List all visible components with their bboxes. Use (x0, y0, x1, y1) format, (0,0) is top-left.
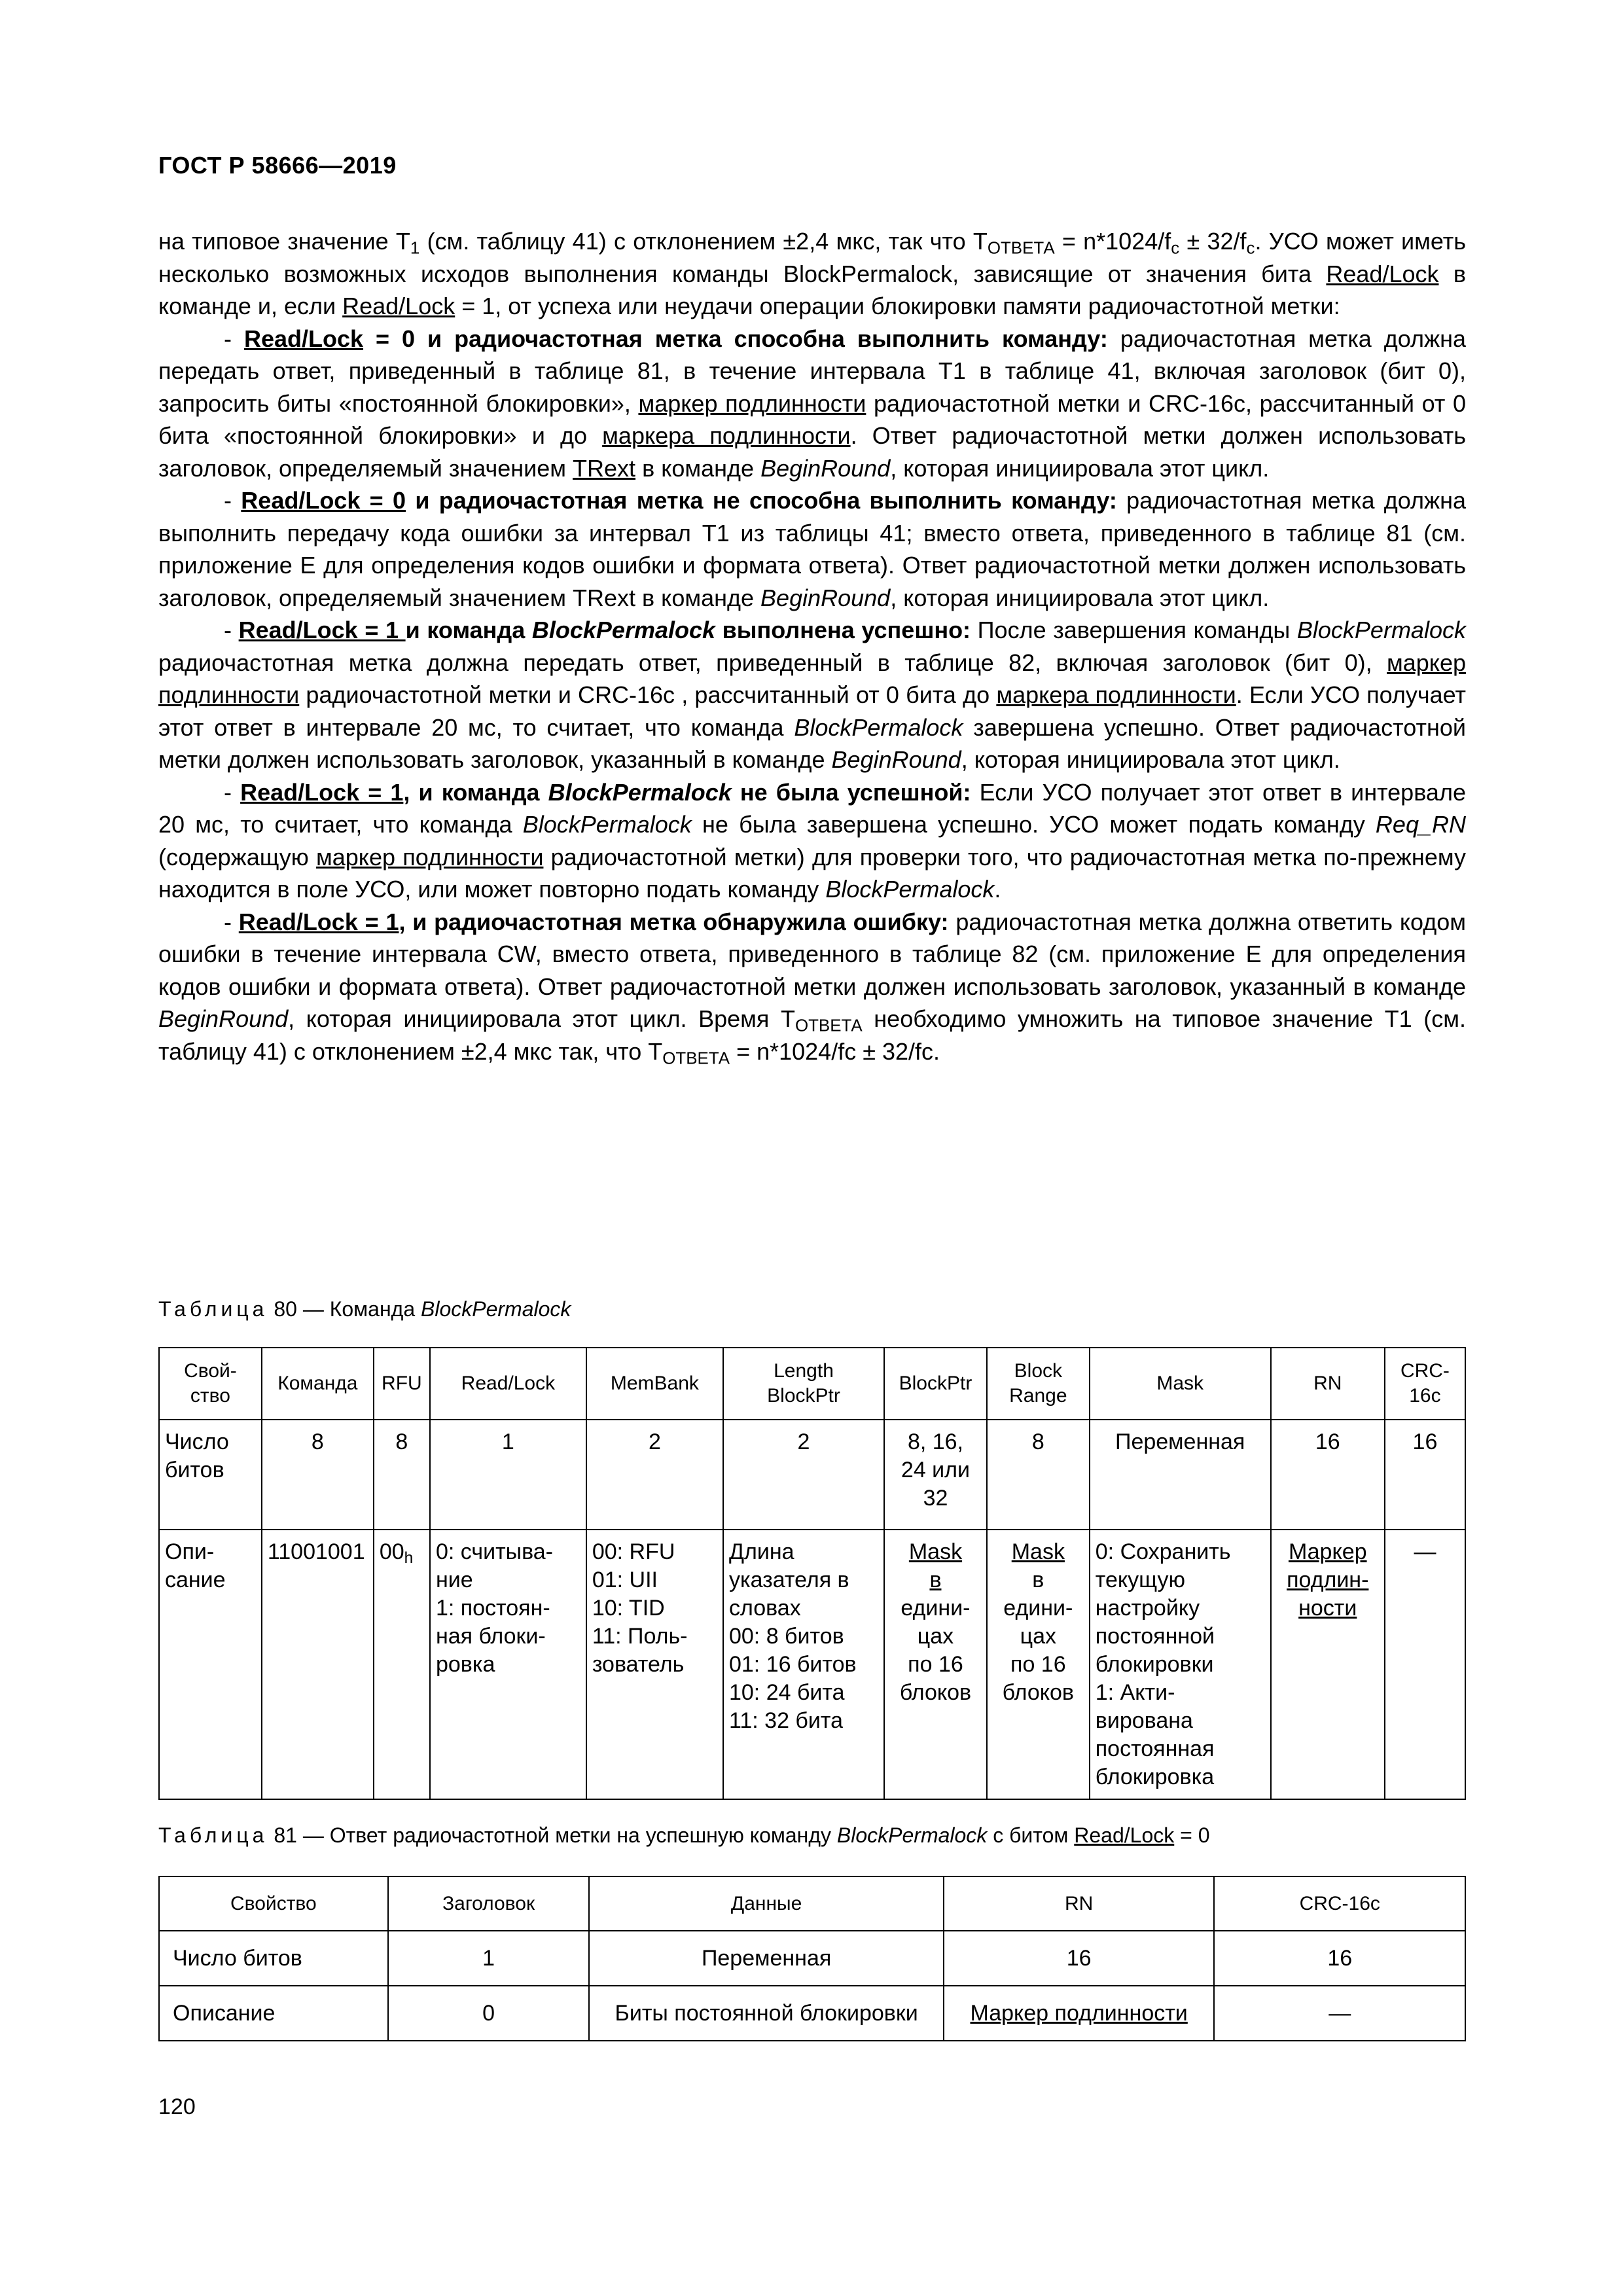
header-cell: Данные (589, 1876, 943, 1931)
table-cell: 1 (388, 1931, 590, 1986)
header-cell: CRC- 16c (1385, 1348, 1465, 1420)
table-cell: 0: Сохранить текущую настройку постоянной блокировки 1: Акти- вирована постоянная блокировка (1090, 1530, 1271, 1799)
table-cell: 00: RFU 01: UII 10: TID 11: Поль- зователь (586, 1530, 723, 1799)
document-header: ГОСТ Р 58666—2019 (158, 152, 397, 179)
table-cell: 8 (987, 1420, 1090, 1530)
header-cell: Block Range (987, 1348, 1090, 1420)
header-cell: Mask (1090, 1348, 1271, 1420)
header-cell: RFU (374, 1348, 430, 1420)
header-cell: BlockPtr (884, 1348, 987, 1420)
table-cell: Маркер подлин- ности (1271, 1530, 1385, 1799)
table-row (159, 1931, 1465, 1986)
table-cell: 16 (1385, 1420, 1465, 1530)
table-80 (158, 1347, 1466, 1800)
table-81 (158, 1876, 1466, 2041)
table-81-caption: Таблица 81 — Ответ радиочастотной метки на успешную команду BlockPermalock с битом Read/Lock = 0 (158, 1823, 1210, 1847)
table-cell: Опи- сание (159, 1530, 262, 1799)
table-cell: 2 (586, 1420, 723, 1530)
table-cell: 16 (1271, 1420, 1385, 1530)
page-number: 120 (158, 2094, 196, 2119)
table-cell: Длина указателя в словах 00: 8 битов 01: 16 битов 10: 24 бита 11: 32 бита (723, 1530, 884, 1799)
table-cell: 8, 16, 24 или 32 (884, 1420, 987, 1530)
header-cell: Заголовок (388, 1876, 590, 1931)
table-row (159, 1530, 1465, 1799)
header-cell: Length BlockPtr (723, 1348, 884, 1420)
header-cell: CRC-16c (1214, 1876, 1465, 1931)
table-cell: Переменная (589, 1931, 943, 1986)
table-row (159, 1420, 1465, 1530)
table-cell: 16 (944, 1931, 1215, 1986)
table-cell: Mask в едини- цах по 16 блоков (987, 1530, 1090, 1799)
paragraph-2: - Read/Lock = 0 и радиочастотная метка способна выполнить команду: радиочастотная метка должна передать ответ, приведенный в таблице 81, в течение интервала T1 в таблице 41, включая заголовок (бит 0), запросить биты «постоянной блокировки», маркер подлинности радиочастотной метки и CRC-16c, рассчитанный от 0 бита «постоянной блокировки» и до маркера подлинности. Ответ радиочастотной метки должен использовать заголовок, определяемый значением TRext в команде BeginRound, которая инициировала этот цикл. (158, 325, 1467, 482)
paragraph-5: - Read/Lock = 1, и команда BlockPermalock не была успешной: Если УСО получает этот ответ в интервале 20 мс, то считает, что команда BlockPermalock не была завершена успешно. УСО может подать команду Req_RN (содержащую маркер подлинности радиочастотной метки) для проверки того, что радиочастотная метка по-прежнему находится в поле УСО, или может повторно подать команду BlockPermalock. (158, 778, 1466, 903)
header-cell: RN (944, 1876, 1215, 1931)
paragraph-6: - Read/Lock = 1, и радиочастотная метка обнаружила ошибку: радиочастотная метка должна ответить кодом ошибки в течение интервала CW, вместо ответа, приведенного в таблице 82 (см. приложение E для определения кодов ошибки и формата ответа). Ответ радиочастотной метки должен использовать заголовок, указанный в команде BeginRound, которая инициировала этот цикл. Время $T_{ОТВЕТА}$ необходимо умножить на типовое значение T1 (см. таблицу 41) с отклонением ±2,4 мкс так, что $T_{ОТВЕТА} = n*1024/fc \pm 32/fc$. (158, 908, 1466, 1067)
table-cell: Биты постоянной блокировки (589, 1986, 943, 2041)
table-80-caption: Таблица 80 — Команда BlockPermalock (158, 1297, 571, 1321)
table-cell: 2 (723, 1420, 884, 1530)
table-cell: 0: считыва- ние 1: постоян- ная блоки- ровка (430, 1530, 586, 1799)
table-cell: Маркер подлинности (944, 1986, 1215, 2041)
table-cell: Число битов (159, 1420, 262, 1530)
header-cell: Read/Lock (430, 1348, 586, 1420)
table-cell: — (1385, 1530, 1465, 1799)
table-header-row (159, 1348, 1465, 1420)
table-cell: Mask в едини- цах по 16 блоков (884, 1530, 987, 1799)
header-cell: Свойство (159, 1876, 388, 1931)
table-cell: 16 (1214, 1931, 1465, 1986)
table-cell: 0 (388, 1986, 590, 2041)
paragraph-1: на типовое значение $T_1$ (см. таблицу 41) с отклонением ±2,4 мкс, так что $T_{ОТВЕТА} = n*1024/f_c \pm 32/f_c$. УСО может иметь несколько возможных исходов выполнения команды BlockPermalock, зависящие от значения бита Read/Lock в команде и, если Read/Lock = 1, от успеха или неудачи операции блокировки памяти радиочастотной метки: (158, 228, 1466, 319)
table-cell: $00_h$ (374, 1530, 430, 1799)
table-cell: Описание (159, 1986, 388, 2041)
header-cell: Команда (262, 1348, 374, 1420)
body-text (158, 225, 1466, 1067)
paragraph-4: - Read/Lock = 1 и команда BlockPermalock выполнена успешно: После завершения команды BlockPermalock радиочастотная метка должна передать ответ, приведенный в таблице 82, включая заголовок (бит 0), маркер подлинности радиочастотной метки и CRC-16c , рассчитанный от 0 бита до маркера подлинности. Если УСО получает этот ответ в интервале 20 мс, то считает, что команда BlockPermalock завершена успешно. Ответ радиочастотной метки должен использовать заголовок, указанный в команде BeginRound, которая инициировала этот цикл. (158, 617, 1466, 773)
table-cell: — (1214, 1986, 1465, 2041)
header-cell: RN (1271, 1348, 1385, 1420)
paragraph-3: - Read/Lock = 0 и радиочастотная метка не способна выполнить команду: радиочастотная метка должна выполнить передачу кода ошибки за интервал T1 из таблицы 41; вместо ответа, приведенного в таблице 81 (см. приложение E для определения кодов ошибки и формата ответа). Ответ радиочастотной метки должен использовать заголовок, определяемый значением TRext в команде BeginRound, которая инициировала этот цикл. (158, 487, 1466, 611)
header-cell: Свой- ство (159, 1348, 262, 1420)
table-cell: 1 (430, 1420, 586, 1530)
table-cell: 11001001 (262, 1530, 374, 1799)
table-row (159, 1986, 1465, 2041)
header-cell: MemBank (586, 1348, 723, 1420)
table-header-row (159, 1876, 1465, 1931)
table-cell: Число битов (159, 1931, 388, 1986)
table-cell: 8 (262, 1420, 374, 1530)
table-cell: 8 (374, 1420, 430, 1530)
table-cell: Переменная (1090, 1420, 1271, 1530)
